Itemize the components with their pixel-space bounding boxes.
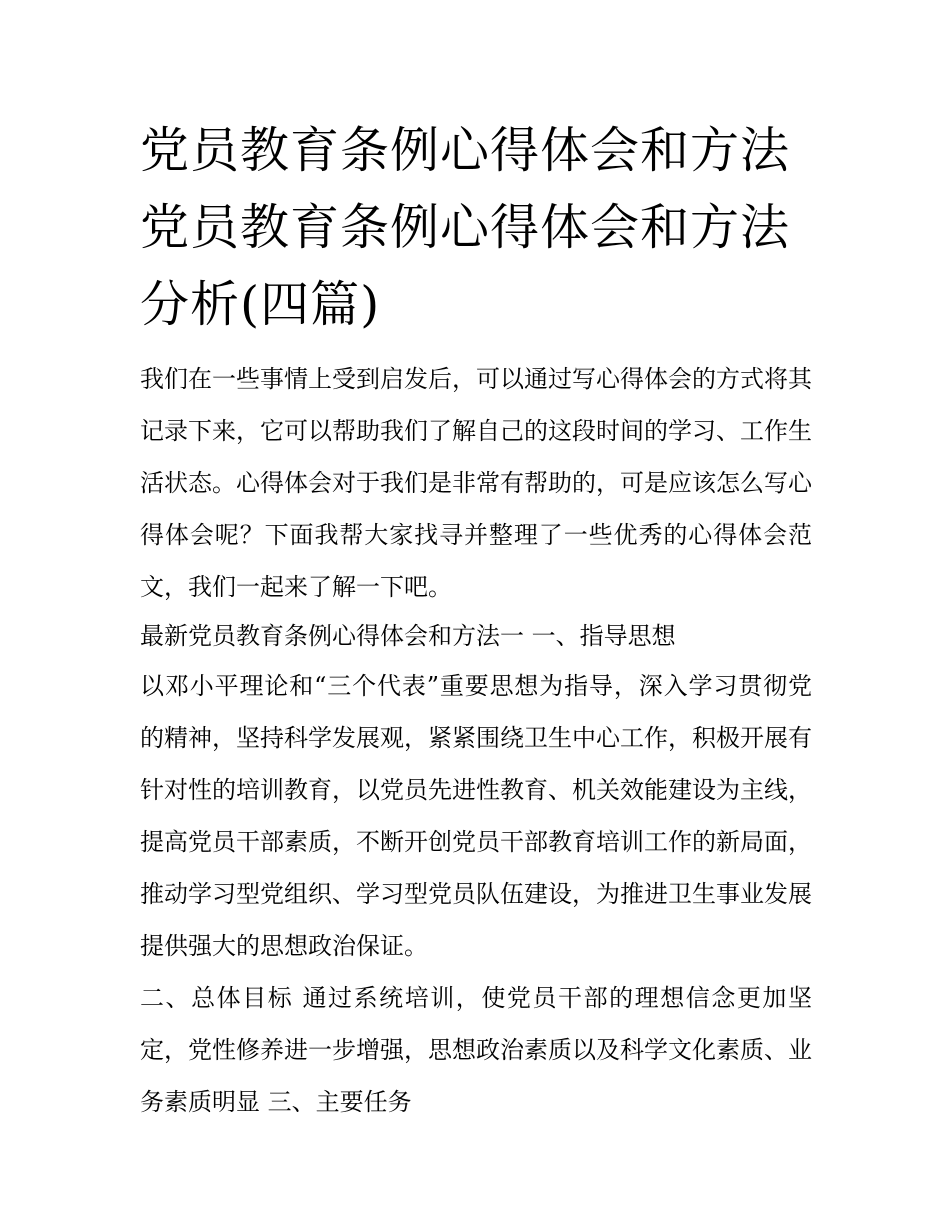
title-line: 分析(四篇)	[140, 276, 381, 333]
intro-paragraph: 我们在一些事情上受到启发后，可以通过写心得体会的方式将其记录下来，它可以帮助我们了解自己的这段时间的学习、工作生活状态。心得体会对于我们是非常有帮助的，可是应该怎么写心得体会呢？下面我帮大家找寻并整理了一些优秀的心得体会范文，我们一起来了解一下吧。	[140, 365, 812, 601]
overall-goal-paragraph: 二、总体目标 通过系统培训，使党员干部的理想信念更加坚定，党性修养进一步增强，思想政治素质以及科学文化素质、业务素质明显 三、主要任务	[140, 984, 812, 1116]
title-line: 党员教育条例心得体会和方法	[140, 122, 791, 179]
document-body	[140, 353, 812, 1128]
document-content	[140, 112, 812, 1128]
guiding-ideology-paragraph: 以邓小平理论和“三个代表”重要思想为指导，深入学习贯彻党的精神，坚持科学发展观，紧紧围绕卫生中心工作，积极开展有针对性的培训教育，以党员先进性教育、机关效能建设为主线，提高党员干部素质，不断开创党员干部教育培训工作的新局面，推动学习型党组织、学习型党员队伍建设，为推进卫生事业发展提供强大的思想政治保证。	[140, 672, 812, 960]
document-title	[140, 112, 812, 343]
title-line: 党员教育条例心得体会和方法	[140, 199, 791, 256]
section-heading-guiding-ideology: 最新党员教育条例心得体会和方法一 一、指导思想	[140, 622, 676, 650]
